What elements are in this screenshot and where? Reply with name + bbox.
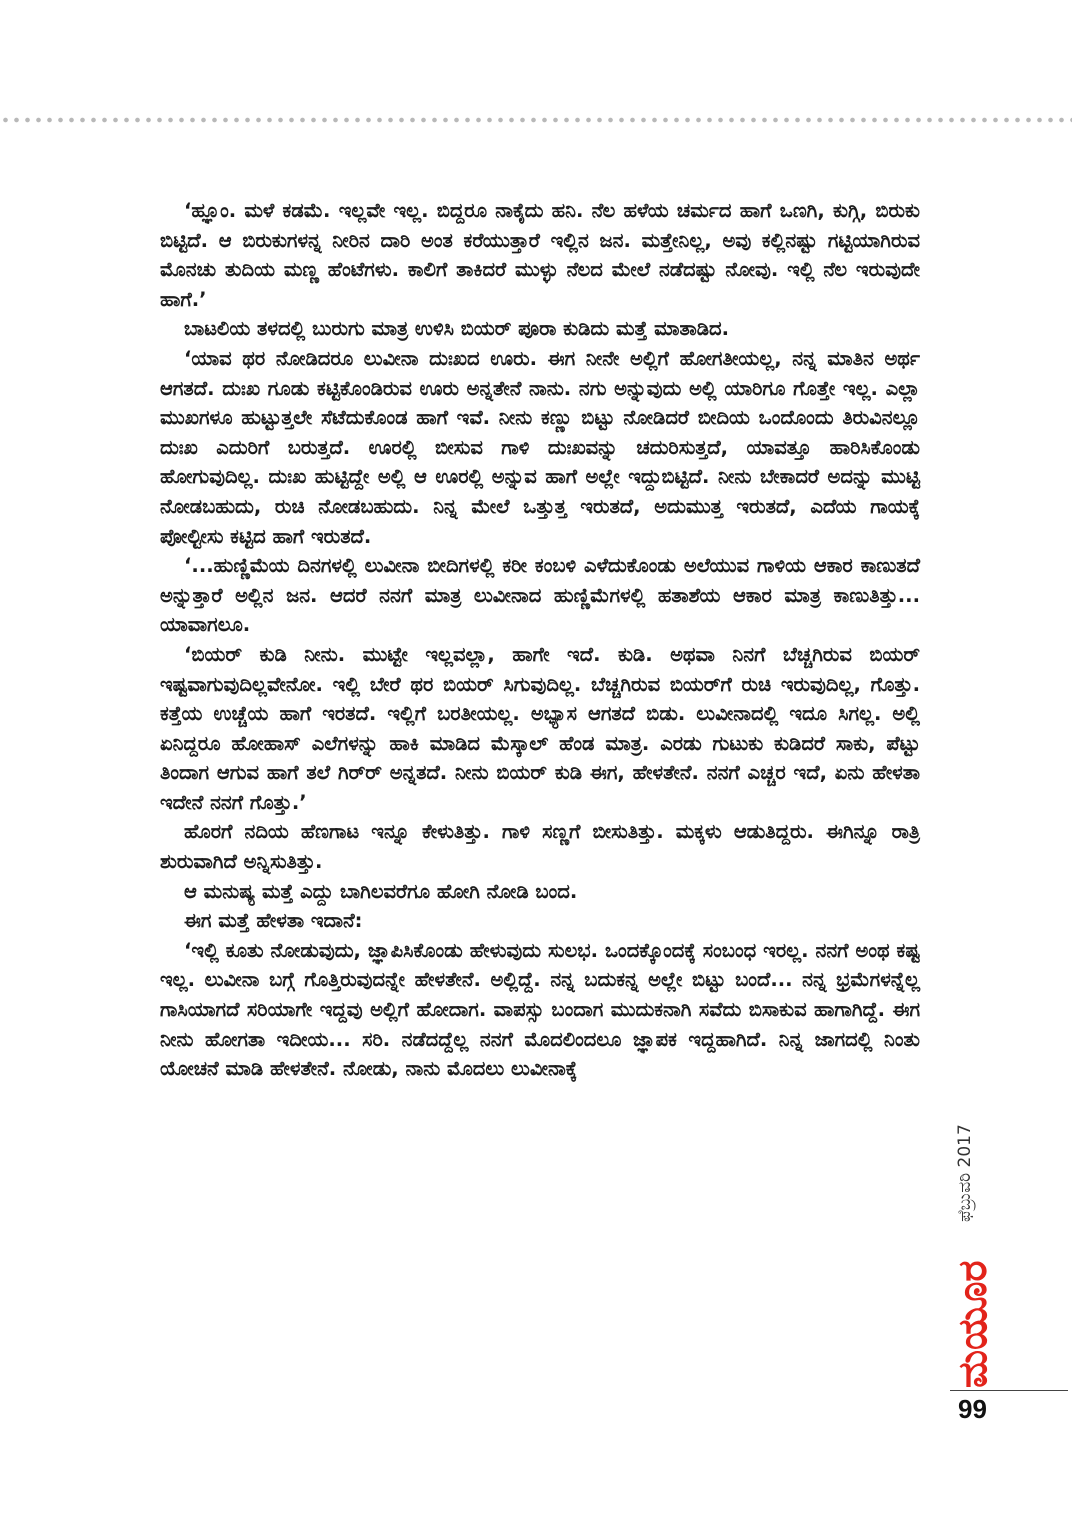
issue-date: ಫೆಬ್ರುವರಿ 2017 [955,1124,975,1222]
page-number-rule [950,1390,1068,1391]
magazine-title: ಮಯೂರ [950,1260,996,1388]
paragraph: ‘ಯಾವ ಥರ ನೋಡಿದರೂ ಲುವೀನಾ ದುಃಖದ ಊರು. ಈಗ ನೀನೇ ಅಲ್ಲಿಗೆ ಹೋಗತೀಯಲ್ಲ, ನನ್ನ ಮಾತಿನ ಅರ್ಥ ಆಗತದೆ. ದುಃಖ ಗೂಡು ಕಟ್ಟಿಕೊಂಡಿರುವ ಊರು ಅನ್ನತೇನೆ ನಾನು. ನಗು ಅನ್ನುವುದು ಅಲ್ಲಿ ಯಾರಿಗೂ ಗೊತ್ತೇ ಇಲ್ಲ. ಎಲ್ಲಾ ಮುಖಗಳೂ ಹುಟ್ಟುತ್ತಲೇ ಸೆಟೆದುಕೊಂಡ ಹಾಗೆ ಇವೆ. ನೀನು ಕಣ್ಣು ಬಿಟ್ಟು ನೋಡಿದರೆ ಬೀದಿಯ ಒಂದೊಂದು ತಿರುವಿನಲ್ಲೂ ದುಃಖ ಎದುರಿಗೆ ಬರುತ್ತದೆ. ಊರಲ್ಲಿ ಬೀಸುವ ಗಾಳಿ ದುಃಖವನ್ನು ಚದುರಿಸುತ್ತದೆ, ಯಾವತ್ತೂ ಹಾರಿಸಿಕೊಂಡು ಹೋಗುವುದಿಲ್ಲ. ದುಃಖ ಹುಟ್ಟಿದ್ದೇ ಅಲ್ಲಿ ಆ ಊರಲ್ಲಿ ಅನ್ನುವ ಹಾಗೆ ಅಲ್ಲೇ ಇದ್ದುಬಿಟ್ಟಿದೆ. ನೀನು ಬೇಕಾದರೆ ಅದನ್ನು ಮುಟ್ಟಿ ನೋಡಬಹುದು, ರುಚಿ ನೋಡಬಹುದು. ನಿನ್ನ ಮೇಲೆ ಒತ್ತುತ್ತ ಇರುತದೆ, ಅದುಮುತ್ತ ಇರುತದೆ, ಎದೆಯ ಗಾಯಕ್ಕೆ ಪೋಲ್ಟೀಸು ಕಟ್ಟಿದ ಹಾಗೆ ಇರುತದೆ. [160,346,920,548]
paragraph: ‘ಇಲ್ಲಿ ಕೂತು ನೋಡುವುದು, ಜ್ಞಾಪಿಸಿಕೊಂಡು ಹೇಳುವುದು ಸುಲಭ. ಒಂದಕ್ಕೊಂದಕ್ಕೆ ಸಂಬಂಧ ಇರಲ್ಲ. ನನಗೆ ಅಂಥ ಕಷ್ಟ ಇಲ್ಲ. ಲುವೀನಾ ಬಗ್ಗೆ ಗೊತ್ತಿರುವುದನ್ನೇ ಹೇಳತೇನೆ. ಅಲ್ಲಿದ್ದೆ. ನನ್ನ ಬದುಕನ್ನ ಅಲ್ಲೇ ಬಿಟ್ಟು ಬಂದೆ... ನನ್ನ ಭ್ರಮೆಗಳನ್ನೆಲ್ಲ ಗಾಸಿಯಾಗದೆ ಸರಿಯಾಗೇ ಇದ್ದವು ಅಲ್ಲಿಗೆ ಹೋದಾಗ. ವಾಪಸ್ಸು ಬಂದಾಗ ಮುದುಕನಾಗಿ ಸವೆದು ಬಿಸಾಕುವ ಹಾಗಾಗಿದ್ದೆ. ಈಗ ನೀನು ಹೋಗತಾ ಇದೀಯ... ಸರಿ. ನಡೆದದ್ದೆಲ್ಲ ನನಗೆ ಮೊದಲಿಂದಲೂ ಜ್ಞಾಪಕ ಇದ್ದಹಾಗಿದೆ. ನಿನ್ನ ಜಾಗದಲ್ಲಿ ನಿಂತು ಯೋಚನೆ ಮಾಡಿ ಹೇಳತೇನೆ. ನೋಡು, ನಾನು ಮೊದಲು ಲುವೀನಾಕ್ಕೆ [160,938,920,1081]
paragraph: ‘...ಹುಣ್ಣಿಮೆಯ ದಿನಗಳಲ್ಲಿ ಲುವೀನಾ ಬೀದಿಗಳಲ್ಲಿ ಕರೀ ಕಂಬಳಿ ಎಳೆದುಕೊಂಡು ಅಲೆಯುವ ಗಾಳಿಯ ಆಕಾರ ಕಾಣುತದೆ ಅನ್ನುತ್ತಾರೆ ಅಲ್ಲಿನ ಜನ. ಆದರೆ ನನಗೆ ಮಾತ್ರ ಲುವೀನಾದ ಹುಣ್ಣಿಮೆಗಳಲ್ಲಿ ಹತಾಶೆಯ ಆಕಾರ ಮಾತ್ರ ಕಾಣುತಿತ್ತು... ಯಾವಾಗಲೂ. [160,554,920,637]
article-body [160,196,920,1084]
paragraph: ಆ ಮನುಷ್ಯ ಮತ್ತೆ ಎದ್ದು ಬಾಗಿಲವರೆಗೂ ಹೋಗಿ ನೋಡಿ ಬಂದ. [184,879,578,903]
page-number: 99 [958,1394,987,1424]
paragraph: ‘ಬಿಯರ್ ಕುಡಿ ನೀನು. ಮುಟ್ಟೇ ಇಲ್ಲವಲ್ಲಾ, ಹಾಗೇ ಇದೆ. ಕುಡಿ. ಅಥವಾ ನಿನಗೆ ಬೆಚ್ಚಗಿರುವ ಬಿಯರ್ ಇಷ್ಟವಾಗುವುದಿಲ್ಲವೇನೋ. ಇಲ್ಲಿ ಬೇರೆ ಥರ ಬಿಯರ್ ಸಿಗುವುದಿಲ್ಲ. ಬೆಚ್ಚಗಿರುವ ಬಿಯರ್‌ಗೆ ರುಚಿ ಇರುವುದಿಲ್ಲ, ಗೊತ್ತು. ಕತ್ತೆಯ ಉಚ್ಚೆಯ ಹಾಗೆ ಇರತದೆ. ಇಲ್ಲಿಗೆ ಬರತೀಯಲ್ಲ. ಅಭ್ಯಾಸ ಆಗತದೆ ಬಿಡು. ಲುವೀನಾದಲ್ಲಿ ಇದೂ ಸಿಗಲ್ಲ. ಅಲ್ಲಿ ಏನಿದ್ದರೂ ಹೋಹಾಸ್ ಎಲೆಗಳನ್ನು ಹಾಕಿ ಮಾಡಿದ ಮೆಸ್ಕಾಲ್ ಹೆಂಡ ಮಾತ್ರ. ಎರಡು ಗುಟುಕು ಕುಡಿದರೆ ಸಾಕು, ಪೆಟ್ಟು ತಿಂದಾಗ ಆಗುವ ಹಾಗೆ ತಲೆ ಗಿರ್‌ರ್ ಅನ್ನತದೆ. ನೀನು ಬಿಯರ್ ಕುಡಿ ಈಗ, ಹೇಳತೇನೆ. ನನಗೆ ಎಚ್ಚರ ಇದೆ, ಏನು ಹೇಳತಾ ಇದೇನೆ ನನಗೆ ಗೊತ್ತು.’ [160,642,920,814]
dotted-divider [0,116,1072,124]
paragraph: ಬಾಟಲಿಯ ತಳದಲ್ಲಿ ಬುರುಗು ಮಾತ್ರ ಉಳಿಸಿ ಬಿಯರ್ ಪೂರಾ ಕುಡಿದು ಮತ್ತೆ ಮಾತಾಡಿದ. [184,317,730,341]
paragraph: ‘ಹ್ಞೂಂ. ಮಳೆ ಕಡಮೆ. ಇಲ್ಲವೇ ಇಲ್ಲ. ಬಿದ್ದರೂ ನಾಕೈದು ಹನಿ. ನೆಲ ಹಳೆಯ ಚರ್ಮದ ಹಾಗೆ ಒಣಗಿ, ಕುಗ್ಗಿ, ಬಿರುಕು ಬಿಟ್ಟಿದೆ. ಆ ಬಿರುಕುಗಳನ್ನ ನೀರಿನ ದಾರಿ ಅಂತ ಕರೆಯುತ್ತಾರೆ ಇಲ್ಲಿನ ಜನ. ಮತ್ತೇನಿಲ್ಲ, ಅವು ಕಲ್ಲಿನಷ್ಟು ಗಟ್ಟಿಯಾಗಿರುವ ಮೊನಚು ತುದಿಯ ಮಣ್ಣ ಹೆಂಟೆಗಳು. ಕಾಲಿಗೆ ತಾಕಿದರೆ ಮುಳ್ಳು ನೆಲದ ಮೇಲೆ ನಡೆದಷ್ಟು ನೋವು. ಇಲ್ಲಿ ನೆಲ ಇರುವುದೇ ಹಾಗೆ.’ [160,199,920,311]
paragraph: ಹೊರಗೆ ನದಿಯ ಹೆಣಗಾಟ ಇನ್ನೂ ಕೇಳುತಿತ್ತು. ಗಾಳಿ ಸಣ್ಣಗೆ ಬೀಸುತಿತ್ತು. ಮಕ್ಕಳು ಆಡುತಿದ್ದರು. ಈಗಿನ್ನೂ ರಾತ್ರಿ ಶುರುವಾಗಿದೆ ಅನ್ನಿಸುತಿತ್ತು. [160,820,920,874]
paragraph: ಈಗ ಮತ್ತೆ ಹೇಳತಾ ಇದಾನೆ: [184,909,363,933]
